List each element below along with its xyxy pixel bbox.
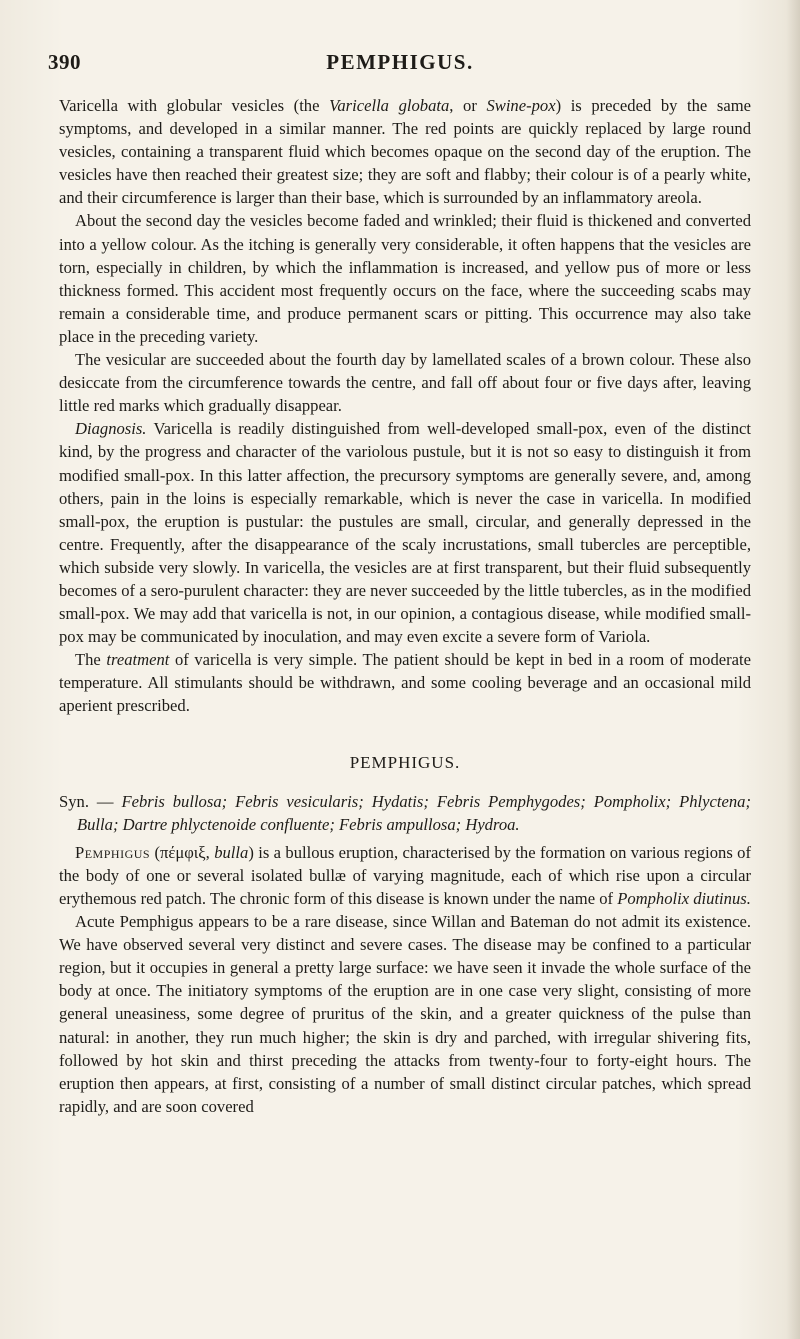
synonyms-list: Febris bullosa; Febris vesicularis; Hydatis; Febris Pemphygodes; Pompholix; Phlyctena; Bulla; Dartre phlyctenoide confluente; Febris ampullosa; Hydroa. — [77, 791, 751, 834]
text-run: of varicella is very simple. The patient should be kept in bed in a room of moderate temperature. All stimulants should be withdrawn, and some cooling beverage and an occasional mild aperient prescribed. — [59, 650, 751, 716]
varicella-paragraph-3: The vesicular are succeeded about the fourth day by lamellated scales of a brown colour. These also desiccate from the circumference towards the centre, and fall off about four or five days after, leaving little red marks which gradually disappear. — [59, 350, 751, 416]
page-number: 390 — [48, 50, 81, 74]
running-head: PEMPHIGUS. — [326, 50, 474, 74]
varicella-paragraph-1 — [59, 94, 751, 209]
term-bulla: bulla — [214, 842, 249, 862]
pemphigus-paragraph-1 — [59, 841, 751, 910]
term-pompholix-diutinus: Pompholix diutinus. — [617, 889, 751, 908]
term-swine-pox: Swine-pox — [486, 96, 556, 115]
greek-term: πέμφιξ — [159, 842, 206, 862]
pemphigus-term: Pemphigus — [75, 842, 151, 862]
treatment-term: treatment — [106, 650, 170, 670]
text-run: Varicella with globular vesicles (the — [59, 96, 330, 115]
varicella-paragraph-2: About the second day the vesicles become faded and wrinkled; their fluid is thickened and converted into a yellow colour. As the itching is generally very considerable, it often happens that the vesicles are torn, especially in children, by which the inflammation is increased, and yellow pus of more or less thickness formed. This accident most frequently occurs on the face, where the succeeding scabs may remain a considerable time, and produce permanent scars or pitting. This occurrence may also take place in the preceding variety. — [59, 211, 751, 346]
synonyms-label: Syn. — — [59, 791, 122, 811]
text-run: , or — [449, 96, 487, 115]
text-run: ) is a bullous eruption, characterised by the formation on various regions of the body of one or several isolated bullæ of varying magnitude, each of which rise upon a circular erythemous red patch. The chronic form of this disease is known under the name of — [59, 842, 752, 908]
text-run: Varicella is readily distinguished from well-developed small-pox, even of the distinct kind, by the progress and character of the variolous pustule, but it is not so easy to distinguish it from modified small-pox. In this latter affection, the precursory symptoms are generally severe, and, among others, pain in the loins is especially remarkable, which is never the case in varicella. In modified small-pox, the eruption is pustular: the pustules are small, circular, and generally depressed in the centre. Frequently, after the disappearance of the scaly incrustations, small tubercles are perceptible, which subside very slowly. In varicella, the vesicles are at first transparent, but their fluid subsequently becomes of a sero-purulent character: they are never succeeded by the little tubercles, as in the modified small-pox. We may add that varicella is not, in our opinion, a contagious disease, while modified small-pox may be communicated by inoculation, and may even excite a severe form of Variola. — [59, 419, 751, 647]
section-title-pemphigus: PEMPHIGUS. — [349, 752, 461, 772]
text-run: ( — [150, 842, 160, 862]
page-edge-shadow — [786, 0, 800, 1339]
diagnosis-paragraph — [59, 417, 751, 648]
page-header — [48, 50, 752, 82]
diagnosis-label: Diagnosis. — [75, 419, 147, 439]
treatment-paragraph — [59, 648, 751, 717]
body-text — [59, 94, 751, 1118]
synonyms-paragraph — [59, 790, 751, 836]
term-varicella-globata: Varicella globata — [329, 96, 450, 115]
text-run: , — [205, 842, 215, 862]
pemphigus-paragraph-2: Acute Pemphigus appears to be a rare disease, since Willan and Bateman do not admit its existence. We have observed several very distinct and severe cases. The disease may be confined to a particular region, but it occupies in general a pretty large surface: we have seen it invade the whole surface of the body at once. The initiatory symptoms of the eruption are in one case very slight, consisting of more general uneasiness, some degree of pruritus of the skin, and a greater quickness of the pulse than natural: in another, they run much higher; the skin is dry and parched, with irregular shivering fits, followed by hot skin and thirst preceding the attacks from twenty-four to forty-eight hours. The eruption then appears, at first, consisting of a number of small distinct circular patches, which spread rapidly, and are soon covered — [59, 912, 751, 1116]
text-run: ) is preceded by the same symptoms, and developed in a similar manner. The red points are quickly replaced by large round vesicles, containing a transparent fluid which becomes opaque on the second day of the eruption. The vesicles have then reached their greatest size; they are soft and flabby; their colour is of a pearly white, and their circumference is larger than their base, which is surrounded by an inflammatory areola. — [59, 96, 751, 208]
text-run: The — [75, 650, 107, 670]
